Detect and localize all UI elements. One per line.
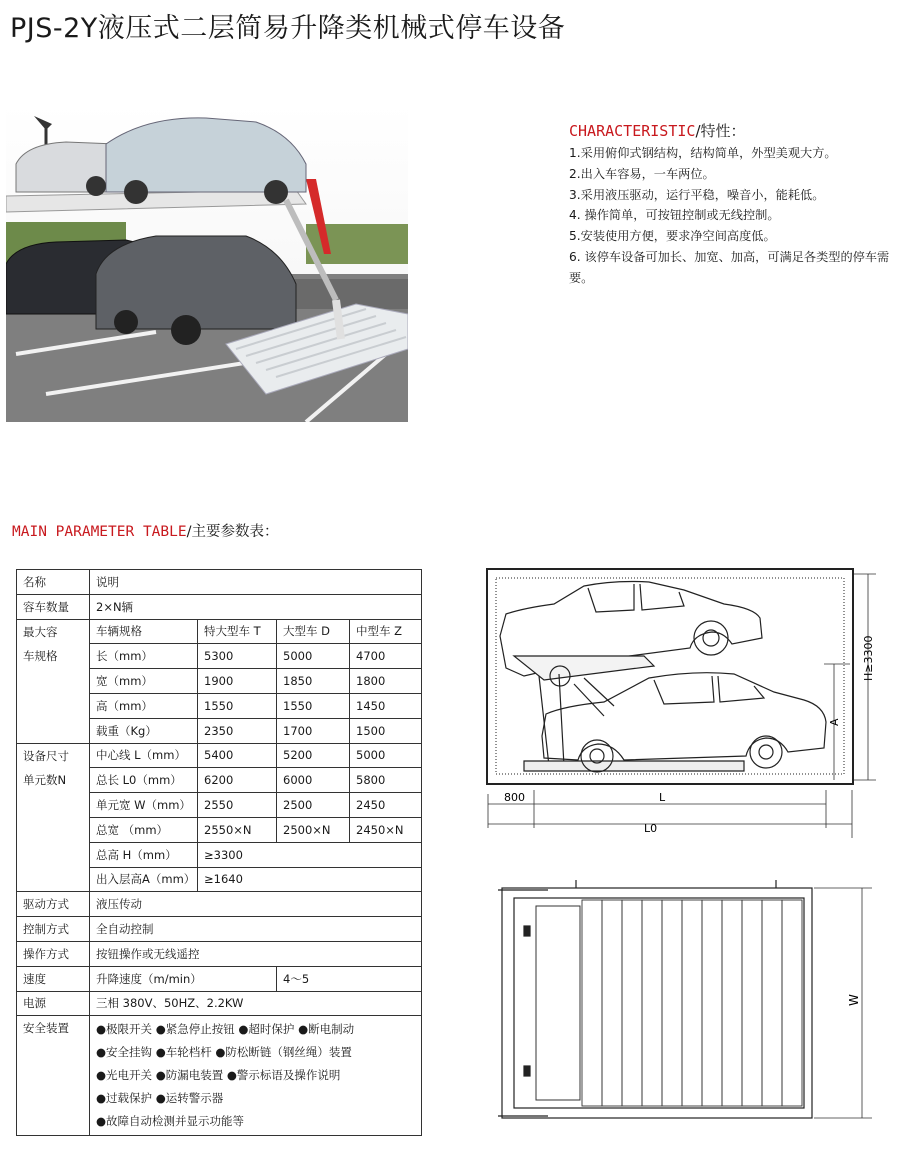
cell-value: ≥1640 [198,867,422,892]
characteristic-item: 1.采用俯仰式钢结构，结构简单，外型美观大方。 [569,146,837,160]
cell-label: 出入层高A（mm） [90,867,198,892]
ramp-slat [582,900,602,1106]
table-row [17,619,422,644]
cell-label: 总高 H（mm） [90,842,198,867]
cell-value: 6200 [198,768,277,793]
cell-value: 2500 [277,793,350,818]
table-row [17,817,422,842]
cell-value: 5200 [277,743,350,768]
table-row [17,867,422,892]
cell-label: 高（mm） [90,693,198,718]
cell-header: 车辆规格 [90,619,198,644]
ramp-slat [722,900,742,1106]
table-row [17,594,422,619]
cell-value: 1450 [350,693,422,718]
safety-row: ●极限开关 ●紧急停止按钮 ●超时保护 ●断电制动 [96,1022,355,1037]
table-row [17,693,422,718]
ramp-slat [662,900,682,1106]
cell-value: 1850 [277,669,350,694]
cell-value: 5800 [350,768,422,793]
ramp-slat [642,900,662,1106]
cell-value: 1500 [350,718,422,743]
cell-value: 1700 [277,718,350,743]
parameter-table [16,569,422,1136]
cell-label: 安全装置 [17,1016,90,1136]
safety-row: ●安全挂钩 ●车轮档杆 ●防松断链（钢丝绳）装置 [96,1045,352,1060]
plan-frame [498,880,812,1118]
cell-value: 2450×N [350,817,422,842]
cell-header: 中型车 Z [350,619,422,644]
cell-label: 名称 [17,570,90,595]
cell-value: 1550 [277,693,350,718]
top-plan-diagram [496,876,886,1138]
characteristic-heading [569,120,746,141]
cell-value: 2500×N [277,817,350,842]
cell-value: 5300 [198,644,277,669]
table-row [17,570,422,595]
cell-label: 升降速度（m/min） [90,966,277,991]
lift-arm-outline [536,906,580,1100]
table-row [17,644,422,669]
dim-l-label: L [659,791,666,804]
dimension-lines [488,574,876,838]
side-elevation-diagram [484,566,898,846]
ramp-slat [602,900,622,1106]
characteristic-heading-cn: /特性： [695,122,746,140]
page-title: PJS-2Y液压式二层简易升降类机械式停车设备 [10,13,566,44]
table-row [17,966,422,991]
cell-value: 2550×N [198,817,277,842]
parameter-heading-en: MAIN PARAMETER TABLE [12,524,187,540]
ramp-slat [702,900,722,1106]
characteristic-list [569,143,894,289]
cell-value: ≥3300 [198,842,422,867]
cell-label: 电源 [17,991,90,1016]
cell-value: 1800 [350,669,422,694]
table-row [17,892,422,917]
cell-value: 2450 [350,793,422,818]
cell-value: 三相 380V、50HZ、2.2KW [90,991,422,1016]
cell-label: 中心线 L（mm） [90,743,198,768]
cell-value: 1900 [198,669,277,694]
cell-value: 4700 [350,644,422,669]
cell-value: 5400 [198,743,277,768]
table-row [17,743,422,768]
safety-row: ●故障自动检测并显示功能等 [96,1114,245,1129]
ramp-slat [682,900,702,1106]
cell-label: 操作方式 [17,941,90,966]
cell-label: 容车数量 [17,594,90,619]
parameter-heading-cn: /主要参数表： [186,524,279,540]
cell-value: 全自动控制 [90,917,422,942]
dim-h-label: H≥3300 [862,635,875,681]
cell-label: 最大容 [17,619,90,644]
table-row [17,768,422,793]
ramp-slat [762,900,782,1106]
table-row [17,718,422,743]
characteristic-heading-en: CHARACTERISTIC [569,122,696,140]
characteristic-item: 5.安装使用方便，要求净空间高度低。 [569,229,776,244]
table-row [17,991,422,1016]
cell-value: 液压传动 [90,892,422,917]
dim-w-label: W [847,994,861,1006]
ramp-slat [622,900,642,1106]
cell-header: 特大型车 T [198,619,277,644]
cell-label: 设备尺寸 [17,743,90,768]
dim-a-label: A [828,718,841,726]
cell-value: 2×N辆 [90,594,422,619]
table-row [17,917,422,942]
ramp-slats [536,900,802,1106]
cell-label: 车规格 [17,644,90,669]
cell-label: 长（mm） [90,644,198,669]
width-dimension [814,888,872,1118]
table-row [17,842,422,867]
cell-value: 6000 [277,768,350,793]
cell-value: 2350 [198,718,277,743]
cell-value: 说明 [90,570,422,595]
table-row [17,793,422,818]
lift-photo [6,104,408,422]
parameter-heading [12,520,279,541]
cell-header: 大型车 D [277,619,350,644]
cell-label: 单元宽 W（mm） [90,793,198,818]
cell-label: 单元数N [17,768,90,793]
cell-value: 2550 [198,793,277,818]
cell-label: 控制方式 [17,917,90,942]
dim-800-label: 800 [504,791,525,804]
safety-row: ●光电开关 ●防漏电装置 ●警示标语及操作说明 [96,1068,341,1083]
cell-label: 总宽 （mm） [90,817,198,842]
safety-devices [90,1016,422,1136]
cell-label: 驱动方式 [17,892,90,917]
table-row [17,1016,422,1136]
characteristic-item: 2.出入车容易，一车两位。 [569,166,715,181]
table-row [17,669,422,694]
cell-label: 总长 L0（mm） [90,768,198,793]
table-row [17,941,422,966]
characteristic-item: 4. 操作简单，可按钮控制或无线控制。 [569,208,780,223]
cell-value: 1550 [198,693,277,718]
lower-car-outline [542,673,826,772]
characteristic-item: 6. 该停车设备可加长、加宽、加高，可满足各类型的停车需要。 [569,249,890,285]
dim-l0-label: L0 [644,822,658,835]
cell-label: 载重（Kg） [90,718,198,743]
cell-value: 5000 [350,743,422,768]
cell-value: 4～5 [277,966,422,991]
characteristic-item: 3.采用液压驱动，运行平稳，噪音小，能耗低。 [569,187,825,202]
ramp-slat [742,900,762,1106]
ramp-slat [782,900,802,1106]
cell-value: 按钮操作或无线遥控 [90,941,422,966]
safety-row: ●过载保护 ●运转警示器 [96,1091,224,1106]
cell-label: 速度 [17,966,90,991]
cell-value: 5000 [277,644,350,669]
cell-label: 宽（mm） [90,669,198,694]
